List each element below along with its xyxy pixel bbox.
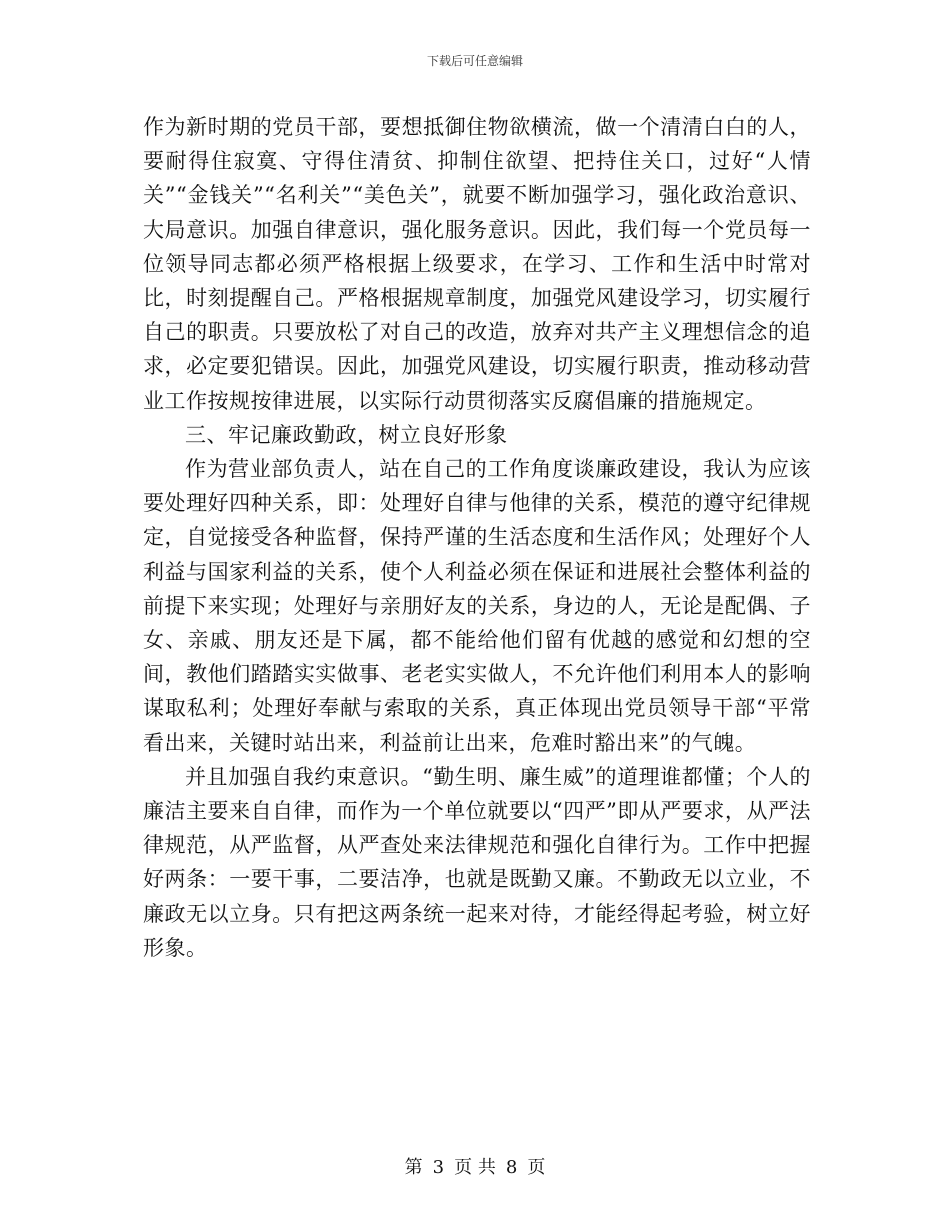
section-heading-three: 三、牢记廉政勤政，树立良好形象 xyxy=(185,422,508,447)
page-footer xyxy=(0,1153,950,1179)
paragraph-party-discipline: 作为新时期的党员干部，要想抵御住物欲横流，做一个清清白白的人，要耐得住寂寞、守得住清贫、抑制住欲望、把持住关口，过好“人情关”“金钱关”“名利关”“美色关”，就要不断加强学习，强化政治意识、大局意识。加强自律意识，强化服务意识。因此，我们每一个党员每一位领导同志都必须严格根据上级要求，在学习、工作和生活中时常对比，时刻提醒自己。严格根据规章制度，加强党风建设学习，切实履行自己的职责。只要放松了对自己的改造，放弃对共产主义理想信念的追求，必定要犯错误。因此，加强党风建设，切实履行职责，推动移动营业工作按规按律进展，以实际行动贯彻落实反腐倡廉的措施规定。 xyxy=(143,115,811,413)
total-pages-number: 8 xyxy=(505,1157,518,1178)
paragraph-four-relations: 作为营业部负责人，站在自己的工作角度谈廉政建设，我认为应该要处理好四种关系，即：处理好自律与他律的关系，模范的遵守纪律规定，自觉接受各种监督，保持严谨的生活态度和生活作风；处理好个人利益与国家利益的关系，使个人利益必须在保证和进展社会整体利益的前提下来实现；处理好与亲朋好友的关系，身边的人，无论是配偶、子女、亲戚、朋友还是下属，都不能给他们留有优越的感觉和幻想的空间，教他们踏踏实实做事、老老实实做人，不允许他们利用本人的影响谋取私利；处理好奉献与索取的关系，真正体现出党员领导干部“平常看出来，关键时站出来，利益前让出来，危难时豁出来”的气魄。 xyxy=(143,457,811,755)
footer-middle: 页 共 xyxy=(454,1157,496,1178)
footer-suffix: 页 xyxy=(527,1157,546,1178)
document-body xyxy=(143,110,811,965)
current-page-number: 3 xyxy=(432,1157,445,1178)
page-header: 下载后可任意编辑 xyxy=(426,54,523,68)
paragraph-self-restraint: 并且加强自我约束意识。“勤生明、廉生威”的道理谁都懂；个人的廉洁主要来自自律，而作为一个单位就要以“四严”即从严要求，从严法律规范，从严监督，从严查处来法律规范和强化自律行为。工作中把握好两条：一要干事，二要洁净，也就是既勤又廉。不勤政无以立业，不廉政无以立身。只有把这两条统一起来对待，才能经得起考验，树立好形象。 xyxy=(143,764,811,960)
footer-prefix: 第 xyxy=(404,1157,423,1178)
